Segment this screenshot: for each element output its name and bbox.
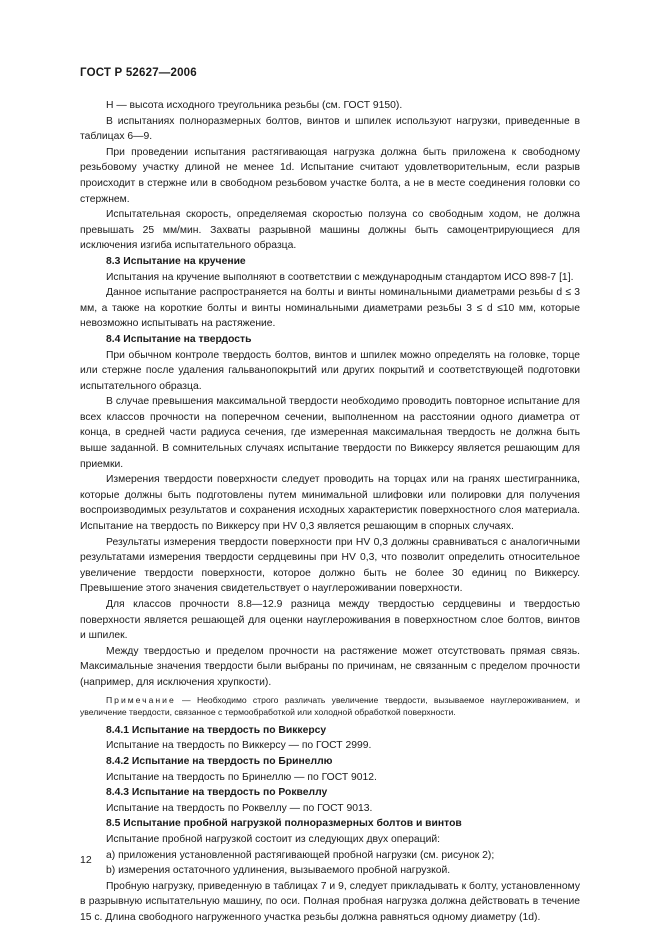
paragraph: Испытание на твердость по Роквеллу — по ГОСТ 9013.	[106, 802, 373, 814]
paragraph: Испытание пробной нагрузкой состоит из следующих двух операций:	[106, 833, 441, 845]
section-heading: 8.4.2 Испытание на твердость по Бринеллю	[106, 755, 333, 767]
note	[80, 694, 580, 719]
document-body	[80, 98, 580, 925]
paragraph: При обычном контроле твердость болтов, винтов и шпилек можно определять на головке, торце или стержне после удаления гальванопокрытий или других покрытий и соответствующей подготовки испытательного образца.	[80, 349, 580, 392]
paragraph: Измерения твердости поверхности следует проводить на торцах или на гранях шестигранника, которые должны быть подготовлены путем минимальной шлифовки или полировки для получения воспроизводимых результатов и сохранения исходных характеристик поверхностного слоя материала. Испытание на твердость по Виккерсу при HV 0,3 является решающим в спорных случаях.	[80, 474, 580, 533]
paragraph: Испытательная скорость, определяемая скоростью ползуна со свободным ходом, не должна превышать 25 мм/мин. Захваты разрывной машины должны быть самоцентрирующиеся для исключения изгиба испытательного образца.	[80, 209, 580, 252]
paragraph: H — высота исходного треугольника резьбы (см. ГОСТ 9150).	[106, 100, 403, 111]
paragraph: Результаты измерения твердости поверхности при HV 0,3 должны сравниваться с аналогичными результатами измерения твердости сердцевины при HV 0,3, что позволит определить относительное увеличение твердости поверхности, которое должно быть не более 30 единиц по Виккерсу. Превышение этого значения свидетельствует о науглероживании поверхности.	[80, 536, 580, 595]
section-heading: 8.4.3 Испытание на твердость по Роквеллу	[106, 787, 328, 799]
paragraph: Испытание на твердость по Виккерсу — по ГОСТ 2999.	[106, 740, 372, 752]
note-text: — Необходимо строго различать увеличение твердости, вызываемое науглероживанием, и увеличение твердости, связанное с термообработкой или холодной обработкой поверхности.	[80, 694, 580, 718]
section-heading: 8.4 Испытание на твердость	[106, 333, 252, 345]
page-number: 12	[80, 854, 92, 866]
list-item: а) приложения установленной растягивающей пробной нагрузки (см. рисунок 2);	[106, 849, 495, 861]
paragraph: Между твердостью и пределом прочности на растяжение может отсутствовать прямая связь. Максимальные значения твердости были выбраны по причинам, не связанным с пределом прочности (например, для исключения хрупкости).	[80, 645, 580, 688]
paragraph: Испытание на твердость по Бринеллю — по ГОСТ 9012.	[106, 771, 377, 783]
section-heading: 8.4.1 Испытание на твердость по Виккерсу	[106, 724, 327, 736]
paragraph: Для классов прочности 8.8—12.9 разница между твердостью сердцевины и твердостью поверхности является решающей для оценки науглероживания в поверхностном слое болтов, винтов и шпилек.	[80, 599, 580, 642]
paragraph: Пробную нагрузку, приведенную в таблицах 7 и 9, следует прикладывать к болту, установленному в разрывную испытательную машину, по оси. Полная пробная нагрузка должна действовать в течение 15 с. Длина свободного нагруженного участка резьбы должна равняться одному диаметру (1d).	[80, 880, 580, 923]
paragraph: При проведении испытания растягивающая нагрузка должна быть приложена к свободному резьбовому участку длиной не менее 1d. Испытание считают удовлетворительным, если разрыв происходит в стержне или в свободном резьбовом участке болта, а не в месте соединения головки со стержнем.	[80, 146, 580, 205]
paragraph: В испытаниях полноразмерных болтов, винтов и шпилек используют нагрузки, приведенные в таблицах 6—9.	[80, 115, 580, 143]
paragraph: Испытания на кручение выполняют в соответствии с международным стандартом ИСО 898-7 [1].	[106, 271, 574, 283]
list-item: b) измерения остаточного удлинения, вызываемого пробной нагрузкой.	[106, 865, 451, 877]
section-heading: 8.5 Испытание пробной нагрузкой полноразмерных болтов и винтов	[106, 818, 462, 830]
section-heading: 8.3 Испытание на кручение	[106, 255, 246, 267]
document-header: ГОСТ Р 52627—2006	[80, 67, 197, 79]
paragraph: Данное испытание распространяется на болты и винты номинальными диаметрами резьбы d ≤ 3 мм, а также на короткие болты и винты номинальными диаметрами резьбы 3 ≤ d ≤10 мм, которые невозможно испытывать на растяжение.	[80, 287, 580, 330]
note-label: Примечание	[106, 694, 176, 705]
paragraph: В случае превышения максимальной твердости необходимо проводить повторное испытание для всех классов прочности на поперечном сечении, выполненном на расстоянии одного диаметра от конца, в средней части радиуса сечения, где измеренная максимальная твердость не должна быть выше заданной. В сомнительных случаях испытание твердости по Виккерсу является решающим для приемки.	[80, 396, 580, 470]
